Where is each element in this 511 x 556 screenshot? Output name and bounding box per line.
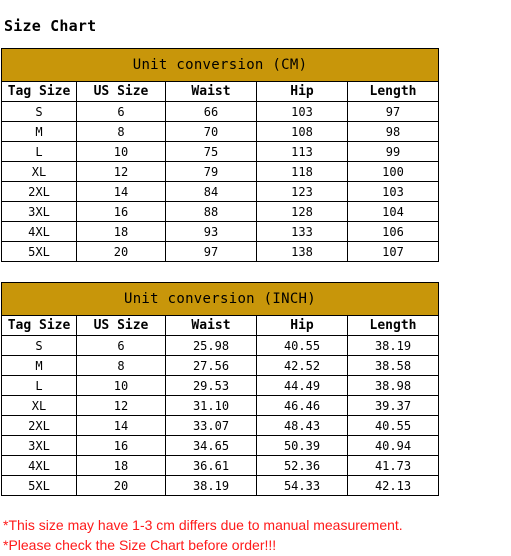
- table-cell: XL: [2, 396, 77, 416]
- table-cell: 3XL: [2, 202, 77, 222]
- table-cell: 16: [77, 436, 166, 456]
- table-cell: 31.10: [166, 396, 257, 416]
- table-row: [2, 476, 439, 496]
- table-cell: 100: [348, 162, 439, 182]
- size-table-cm: [1, 48, 439, 262]
- column-header: Hip: [257, 82, 348, 102]
- table-cell: 10: [77, 376, 166, 396]
- table-cell: 40.94: [348, 436, 439, 456]
- table-cell: 18: [77, 222, 166, 242]
- table-cell: 20: [77, 476, 166, 496]
- table-row: [2, 416, 439, 436]
- table-cell: 4XL: [2, 222, 77, 242]
- table-cell: L: [2, 142, 77, 162]
- table-row: [2, 356, 439, 376]
- column-header: Length: [348, 316, 439, 336]
- table-row: [2, 182, 439, 202]
- table-row: [2, 142, 439, 162]
- table-cell: 6: [77, 336, 166, 356]
- table-cell: 98: [348, 122, 439, 142]
- table-cell: 75: [166, 142, 257, 162]
- table-cell: 2XL: [2, 416, 77, 436]
- table-cell: 123: [257, 182, 348, 202]
- table-row: [2, 336, 439, 356]
- header-row: [2, 82, 439, 102]
- table-row: [2, 242, 439, 262]
- column-header: US Size: [77, 82, 166, 102]
- table-row: [2, 222, 439, 242]
- table-cell: 3XL: [2, 436, 77, 456]
- table-title: Unit conversion (CM): [2, 49, 439, 82]
- page-title: Size Chart: [4, 17, 97, 35]
- table-row: [2, 456, 439, 476]
- column-header: Hip: [257, 316, 348, 336]
- table-cell: 12: [77, 162, 166, 182]
- table-row: [2, 202, 439, 222]
- table-cell: 38.98: [348, 376, 439, 396]
- table-cell: 46.46: [257, 396, 348, 416]
- table-cell: 84: [166, 182, 257, 202]
- table-cell: 138: [257, 242, 348, 262]
- table-row: [2, 396, 439, 416]
- table-cell: 40.55: [257, 336, 348, 356]
- table-cell: 44.49: [257, 376, 348, 396]
- table-cell: XL: [2, 162, 77, 182]
- table-cell: 38.58: [348, 356, 439, 376]
- table-cell: 52.36: [257, 456, 348, 476]
- table-cell: 104: [348, 202, 439, 222]
- table-cell: 128: [257, 202, 348, 222]
- table-cell: 70: [166, 122, 257, 142]
- table-cell: 48.43: [257, 416, 348, 436]
- column-header: Tag Size: [2, 316, 77, 336]
- table-cell: 103: [257, 102, 348, 122]
- table-row: [2, 122, 439, 142]
- table-cell: 97: [166, 242, 257, 262]
- table-cell: 113: [257, 142, 348, 162]
- table-cell: 106: [348, 222, 439, 242]
- table-cell: 108: [257, 122, 348, 142]
- table-cell: S: [2, 102, 77, 122]
- table-cell: 97: [348, 102, 439, 122]
- table-cell: 12: [77, 396, 166, 416]
- table-cell: 10: [77, 142, 166, 162]
- table-row: [2, 436, 439, 456]
- column-header: Length: [348, 82, 439, 102]
- table-cell: 36.61: [166, 456, 257, 476]
- column-header: Waist: [166, 82, 257, 102]
- table-cell: 20: [77, 242, 166, 262]
- table-cell: 99: [348, 142, 439, 162]
- notes: [3, 515, 403, 555]
- table-cell: 14: [77, 416, 166, 436]
- table-cell: 40.55: [348, 416, 439, 436]
- table-cell: 4XL: [2, 456, 77, 476]
- table-cell: 118: [257, 162, 348, 182]
- table-row: [2, 376, 439, 396]
- note-check-chart: *Please check the Size Chart before order!!!: [3, 537, 277, 553]
- table-cell: L: [2, 376, 77, 396]
- table-cell: 16: [77, 202, 166, 222]
- table-cell: 33.07: [166, 416, 257, 436]
- table-cell: 42.52: [257, 356, 348, 376]
- header-row: [2, 316, 439, 336]
- table-cell: 6: [77, 102, 166, 122]
- table-cell: 39.37: [348, 396, 439, 416]
- table-cell: 54.33: [257, 476, 348, 496]
- table-cell: 5XL: [2, 242, 77, 262]
- table-cell: 93: [166, 222, 257, 242]
- table-cell: S: [2, 336, 77, 356]
- table-cell: 103: [348, 182, 439, 202]
- table-cell: 38.19: [348, 336, 439, 356]
- table-cell: M: [2, 356, 77, 376]
- column-header: Tag Size: [2, 82, 77, 102]
- table-cell: 41.73: [348, 456, 439, 476]
- table-cell: 27.56: [166, 356, 257, 376]
- table-cell: 14: [77, 182, 166, 202]
- table-cell: M: [2, 122, 77, 142]
- table-cell: 107: [348, 242, 439, 262]
- table-cell: 42.13: [348, 476, 439, 496]
- table-title: Unit conversion (INCH): [2, 283, 439, 316]
- table-cell: 25.98: [166, 336, 257, 356]
- note-measurement: *This size may have 1-3 cm differs due to manual measurement.: [3, 517, 403, 533]
- table-row: [2, 102, 439, 122]
- column-header: US Size: [77, 316, 166, 336]
- table-cell: 34.65: [166, 436, 257, 456]
- table-cell: 18: [77, 456, 166, 476]
- column-header: Waist: [166, 316, 257, 336]
- table-cell: 50.39: [257, 436, 348, 456]
- table-cell: 79: [166, 162, 257, 182]
- table-cell: 66: [166, 102, 257, 122]
- table-cell: 8: [77, 356, 166, 376]
- table-cell: 38.19: [166, 476, 257, 496]
- table-cell: 29.53: [166, 376, 257, 396]
- size-table-inch: [1, 282, 439, 496]
- table-cell: 88: [166, 202, 257, 222]
- table-cell: 5XL: [2, 476, 77, 496]
- table-cell: 133: [257, 222, 348, 242]
- table-row: [2, 162, 439, 182]
- table-cell: 8: [77, 122, 166, 142]
- table-cell: 2XL: [2, 182, 77, 202]
